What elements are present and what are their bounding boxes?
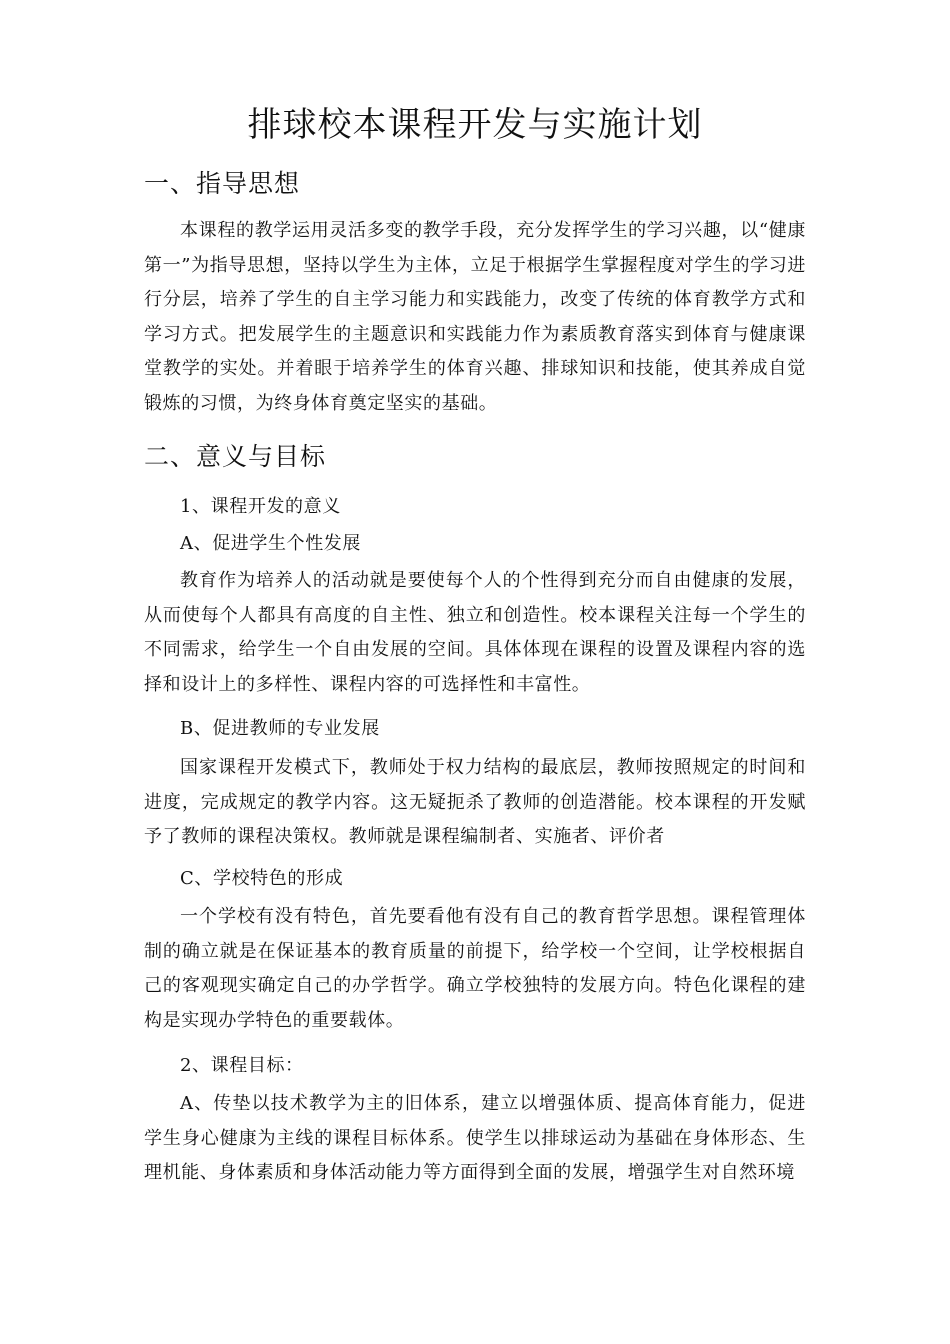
section-heading-guiding-ideology: 一、指导思想 (144, 169, 301, 198)
subheading-course-goals: 2、课程目标： (180, 1055, 304, 1076)
document-title: 排球校本课程开发与实施计划 (247, 105, 703, 145)
subheading-school-characteristics: C、学校特色的形成 (180, 868, 344, 889)
paragraph-guiding-ideology: 本课程的教学运用灵活多变的教学手段，充分发挥学生的学习兴趣，以“健康第一”为指导思想，坚持以学生为主体，立足于根据学生掌握程度对学生的学习进行分层，培养了学生的自主学习能力和实践能力，改变了传统的体育教学方式和学习方式。把发展学生的主题意识和实践能力作为素质教育落实到体育与健康课堂教学的实处。并着眼于培养学生的体育兴趣、排球知识和技能，使其养成自觉锻炼的习惯，为终身体育奠定坚实的基础。 (144, 220, 806, 414)
paragraph-student-development: 教育作为培养人的活动就是要使每个人的个性得到充分而自由健康的发展，从而使每个人都具有高度的自主性、独立和创造性。校本课程关注每一个学生的不同需求，给学生一个自由发展的空间。具体体现在课程的设置及课程内容的选择和设计上的多样性、课程内容的可选择性和丰富性。 (144, 570, 806, 695)
section-heading-significance-goals: 二、意义与目标 (144, 442, 327, 471)
subheading-student-development: A、促进学生个性发展 (180, 533, 361, 554)
paragraph-course-goal-a: A、传垫以技术教学为主的旧体系，建立以增强体质、提高体育能力，促进学生身心健康为主线的课程目标体系。使学生以排球运动为基础在身体形态、生理机能、身体素质和身体活动能力等方面得到全面的发展，增强学生对自然环境 (144, 1093, 806, 1183)
subheading-course-significance: 1、课程开发的意义 (180, 496, 341, 517)
paragraph-teacher-development: 国家课程开发模式下，教师处于权力结构的最底层，教师按照规定的时间和进度，完成规定的教学内容。这无疑扼杀了教师的创造潜能。校本课程的开发赋予了教师的课程决策权。教师就是课程编制者、实施者、评价者 (144, 757, 806, 847)
paragraph-school-characteristics: 一个学校有没有特色，首先要看他有没有自己的教育哲学思想。课程管理体制的确立就是在保证基本的教育质量的前提下，给学校一个空间，让学校根据自己的客观现实确定自己的办学哲学。确立学校独特的发展方向。特色化课程的建构是实现办学特色的重要载体。 (144, 906, 806, 1031)
subheading-teacher-development: B、促进教师的专业发展 (180, 718, 380, 739)
